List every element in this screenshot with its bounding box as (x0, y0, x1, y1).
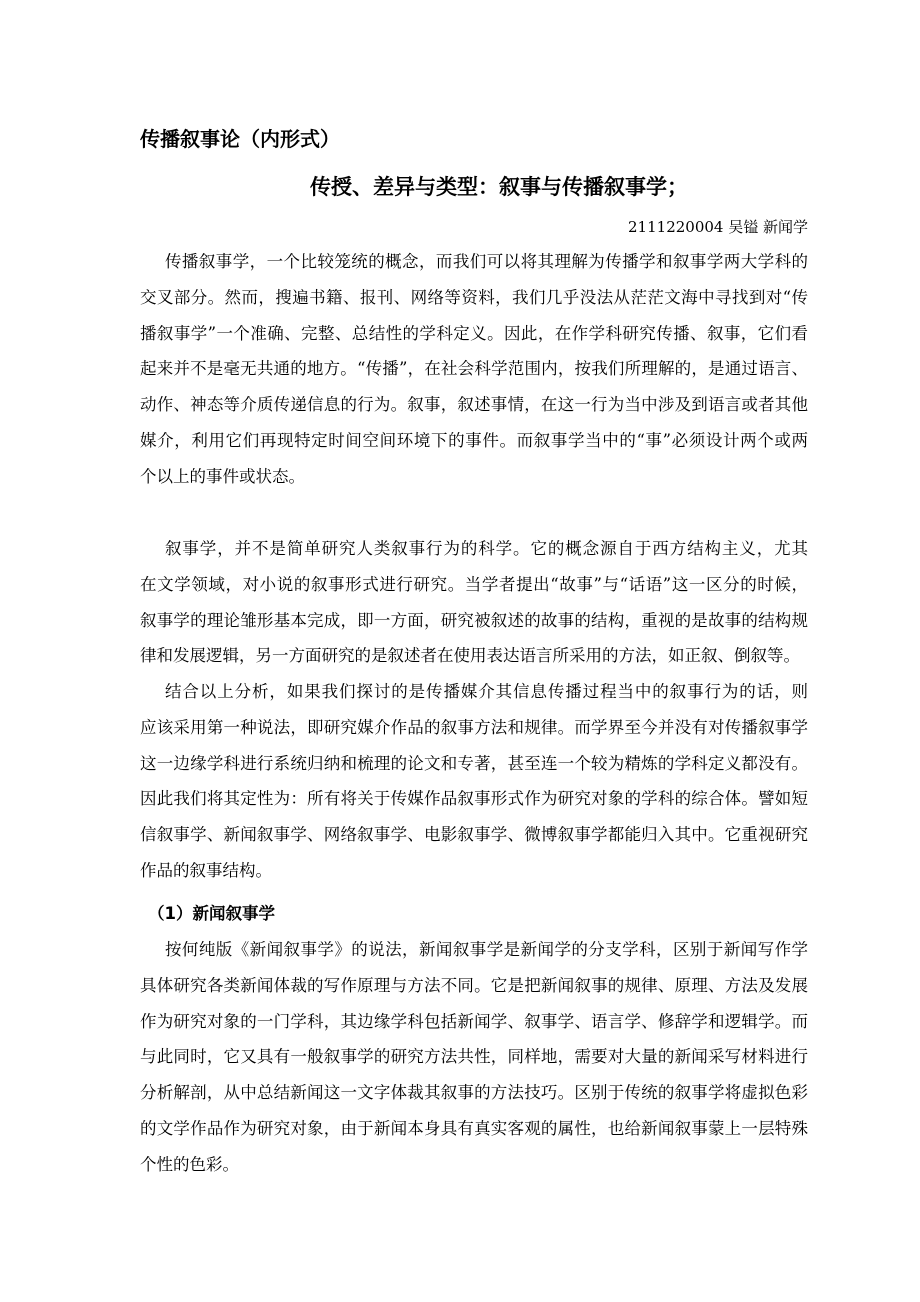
text-line: 应该采用第一种说法，即研究媒介作品的叙事方法和规律。而学界至今并没有对传播叙事学 (140, 717, 808, 737)
text-line: 分析解剖，从中总结新闻这一文字体裁其叙事的方法技巧。区别于传统的叙事学将虚拟色彩 (140, 1083, 808, 1103)
paragraph-3 (140, 674, 808, 889)
text-line: 结合以上分析，如果我们探讨的是传播媒介其信息传播过程当中的叙事行为的话，则 (165, 682, 808, 701)
section-heading: （1）新闻叙事学 (148, 904, 275, 923)
text-line: 与此同时，它又具有一般叙事学的研究方法共性，同样地，需要对大量的新闻采写材料进行 (140, 1047, 808, 1067)
document-subtitle: 传授、差异与类型：叙事与传播叙事学； (310, 175, 688, 199)
paragraph-2 (140, 531, 808, 674)
text-line: 传播叙事学，一个比较笼统的概念，而我们可以将其理解为传播学和叙事学两大学科的 (165, 252, 808, 271)
document-title: 传播叙事论（内形式） (140, 127, 340, 151)
text-line: 交叉部分。然而，搜遍书籍、报刊、网络等资料，我们几乎没法从茫茫文海中寻找到对“传 (140, 287, 808, 307)
text-line: 作为研究对象的一门学科，其边缘学科包括新闻学、叙事学、语言学、修辞学和逻辑学。而 (140, 1011, 808, 1031)
text-line: 律和发展逻辑，另一方面研究的是叙述者在使用表达语言所采用的方法，如正叙、倒叙等。 (140, 646, 800, 666)
text-line: 的文学作品作为研究对象，由于新闻本身具有真实客观的属性，也给新闻叙事蒙上一层特殊 (140, 1118, 808, 1138)
section-paragraph (140, 932, 808, 1183)
text-line: 在文学领域，对小说的叙事形式进行研究。当学者提出“故事”与“话语”这一区分的时候， (140, 574, 808, 594)
text-line: 作品的叙事结构。 (140, 860, 272, 880)
text-line: 播叙事学”一个准确、完整、总结性的学科定义。因此，在作学科研究传播、叙事，它们看 (140, 323, 808, 343)
text-line: 按何纯版《新闻叙事学》的说法，新闻叙事学是新闻学的分支学科，区别于新闻写作学 (165, 940, 808, 959)
text-line: 叙事学，并不是简单研究人类叙事行为的科学。它的概念源自于西方结构主义，尤其 (165, 539, 808, 558)
text-line: 因此我们将其定性为：所有将关于传媒作品叙事形式作为研究对象的学科的综合体。譬如短 (140, 789, 808, 809)
text-line: 动作、神态等介质传递信息的行为。叙事，叙述事情，在这一行为当中涉及到语言或者其他 (140, 395, 808, 415)
text-line: 媒介，利用它们再现特定时间空间环境下的事件。而叙事学当中的“事”必须设计两个或两 (140, 430, 808, 450)
text-line: 这一边缘学科进行系统归纳和梳理的论文和专著，甚至连一个较为精炼的学科定义都没有。 (140, 753, 808, 773)
text-line: 具体研究各类新闻体裁的写作原理与方法不同。它是把新闻叙事的规律、原理、方法及发展 (140, 975, 808, 995)
text-line: 信叙事学、新闻叙事学、网络叙事学、电影叙事学、微博叙事学都能归入其中。它重视研究 (140, 825, 808, 845)
author-line: 2111220004 吴镒 新闻学 (628, 218, 808, 236)
text-line: 叙事学的理论雏形基本完成，即一方面，研究被叙述的故事的结构，重视的是故事的结构规 (140, 610, 808, 630)
paragraph-1 (140, 244, 808, 495)
text-line: 起来并不是毫无共通的地方。“传播”，在社会科学范围内，按我们所理解的，是通过语言、 (140, 359, 808, 379)
text-line: 个性的色彩。 (140, 1154, 239, 1174)
text-line: 个以上的事件或状态。 (140, 466, 305, 486)
